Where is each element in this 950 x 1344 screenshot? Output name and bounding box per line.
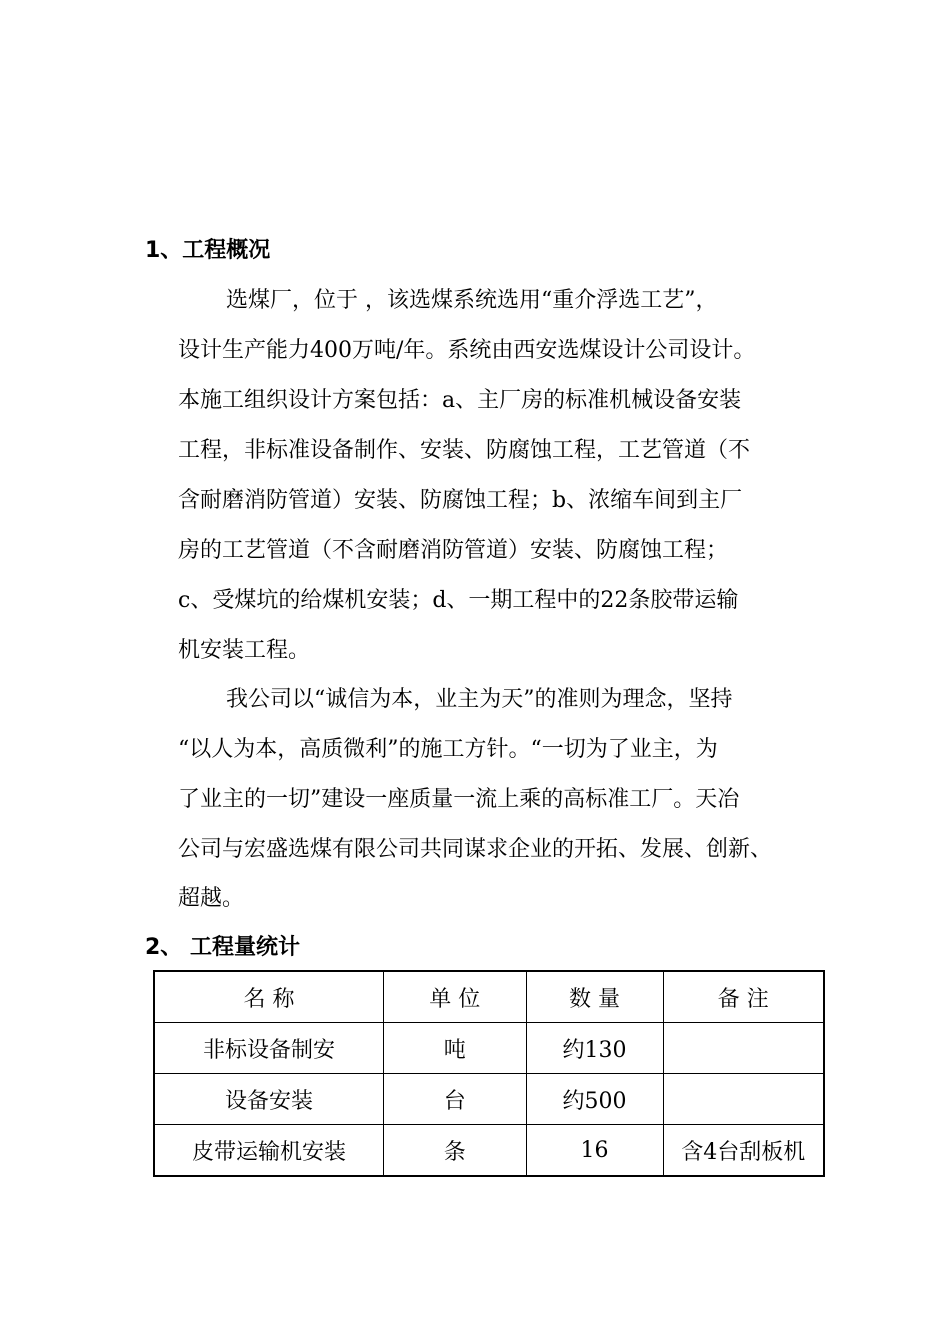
paragraph-line: 超越。 — [178, 886, 245, 911]
table-header-cell: 备 注 — [663, 971, 824, 1023]
table-cell: 条 — [383, 1125, 526, 1177]
table-cell: 约500 — [526, 1074, 663, 1125]
quantity-table — [153, 970, 825, 1177]
paragraph-line: 房的工艺管道（不含耐磨消防管道）安装、防腐蚀工程； — [178, 538, 729, 563]
table-cell: 16 — [526, 1125, 663, 1177]
section-2-heading: 2、 工程量统计 — [145, 935, 300, 960]
table-cell — [663, 1074, 824, 1125]
table-cell: 皮带运输机安装 — [154, 1125, 383, 1177]
table-cell: 约130 — [526, 1023, 663, 1074]
table-cell: 台 — [383, 1074, 526, 1125]
paragraph-line: 机安装工程。 — [178, 638, 311, 663]
paragraph-line: 含耐磨消防管道）安装、防腐蚀工程；b、浓缩车间到主厂 — [178, 488, 743, 513]
table-header-cell: 名 称 — [154, 971, 383, 1023]
paragraph-line: 本施工组织设计方案包括：a、主厂房的标准机械设备安装 — [178, 388, 742, 413]
table-header-cell: 数 量 — [526, 971, 663, 1023]
paragraph-line: 公司与宏盛选煤有限公司共同谋求企业的开拓、发展、创新、 — [178, 837, 773, 862]
table-cell: 吨 — [383, 1023, 526, 1074]
table-row — [154, 1023, 824, 1074]
paragraph-line: 工程，非标准设备制作、安装、防腐蚀工程，工艺管道（不 — [178, 438, 751, 463]
paragraph-line: “以人为本，高质微利”的施工方针。“一切为了业主，为 — [178, 737, 718, 762]
section-1-heading: 1、工程概况 — [145, 238, 271, 263]
table-cell: 非标设备制安 — [154, 1023, 383, 1074]
paragraph-line: c、受煤坑的给煤机安装；d、一期工程中的22条胶带运输 — [178, 588, 739, 613]
paragraph-line: 选煤厂，位于 ，该选煤系统选用“重介浮选工艺”， — [226, 288, 718, 313]
paragraph-line: 我公司以“诚信为本，业主为天”的准则为理念，坚持 — [226, 687, 733, 712]
table-cell: 含4台刮板机 — [663, 1125, 824, 1177]
table-row — [154, 1125, 824, 1177]
table-header-row — [154, 971, 824, 1023]
paragraph-line: 了业主的一切”建设一座质量一流上乘的高标准工厂。天冶 — [178, 787, 740, 812]
paragraph-line: 设计生产能力400万吨/年。系统由西安选煤设计公司设计。 — [178, 338, 756, 363]
table-row — [154, 1074, 824, 1125]
table-cell — [663, 1023, 824, 1074]
table-header-cell: 单 位 — [383, 971, 526, 1023]
table-cell: 设备安装 — [154, 1074, 383, 1125]
